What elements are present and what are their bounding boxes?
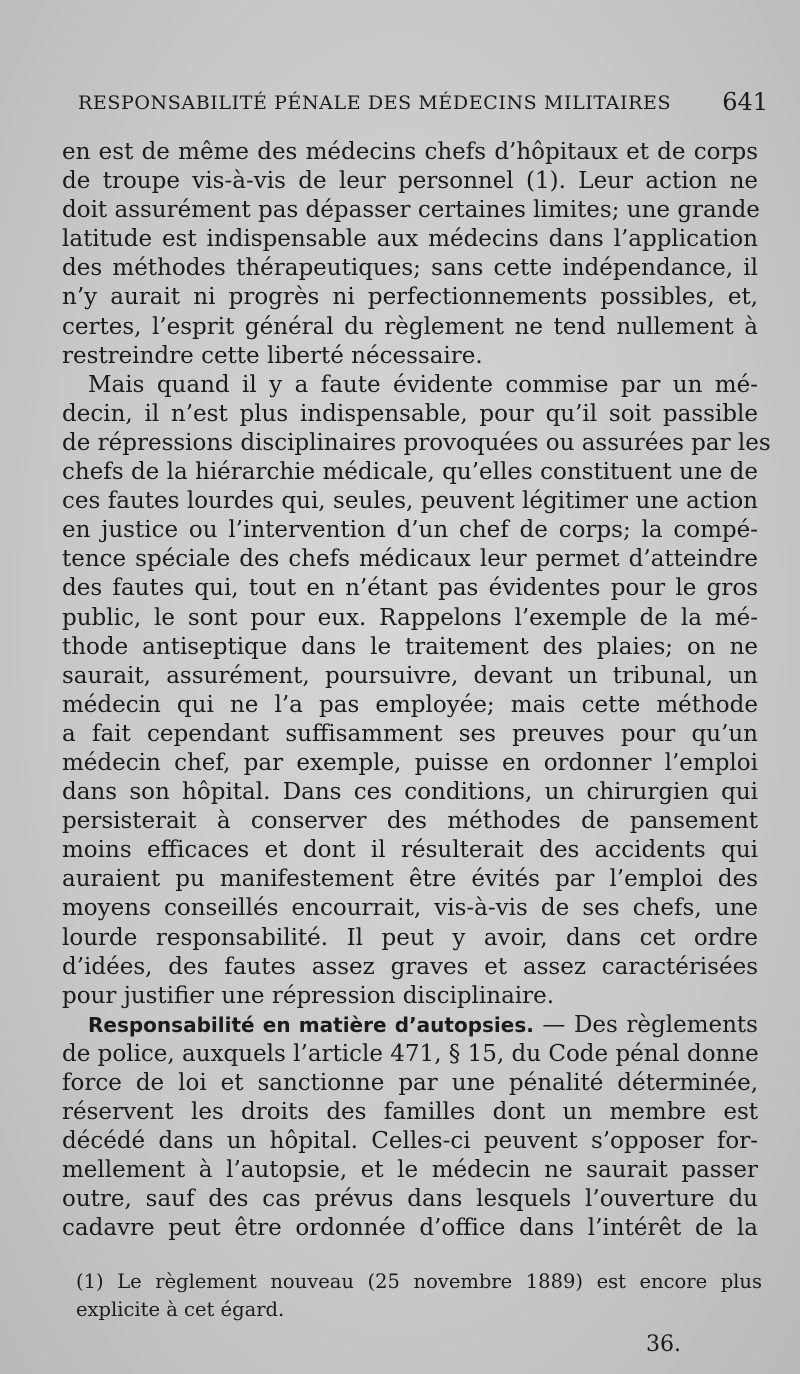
text-line: outre, sauf des cas prévus dans lesquels l’ouverture du [62, 1186, 758, 1213]
text-line: en justice ou l’intervention d’un chef de corps; la compé- [62, 517, 758, 544]
text-line: a fait cependant suffisamment ses preuves pour qu’un [62, 720, 758, 747]
text-line: mellement à l’autopsie, et le médecin ne saurait passer [62, 1157, 758, 1184]
text-line: réservent les droits des familles dont un membre est [62, 1099, 758, 1126]
running-title: RESPONSABILITÉ PÉNALE DES MÉDECINS MILITAIRES [78, 92, 672, 114]
text-line: thode antiseptique dans le traitement des plaies; on ne [62, 633, 758, 660]
text-line: force de loi et sanctionne par une pénalité déterminée, [62, 1070, 758, 1096]
text-line: des méthodes thérapeutiques; sans cette indépendance, il [62, 255, 758, 282]
text-line: cadavre peut être ordonnée d’office dans l’intérêt de la [62, 1215, 758, 1242]
text-line: d’idées, des fautes assez graves et assez caractérisées [62, 953, 758, 980]
text-line: decin, il n’est plus indispensable, pour qu’il soit passible [62, 400, 758, 427]
main-text [62, 138, 771, 1244]
section-first-line [62, 1011, 758, 1040]
text-line: Mais quand il y a faute évidente commise par un mé- [88, 371, 758, 398]
text-line: persisterait à conserver des méthodes de pansement [62, 808, 758, 835]
text-line: dans son hôpital. Dans ces conditions, un chirurgien qui [62, 779, 758, 806]
running-header [78, 88, 768, 126]
footnote-line: explicite à cet égard. [76, 1298, 285, 1321]
text-line: de police, auxquels l’article 471, § 15, du Code pénal donne [62, 1040, 759, 1067]
text-line: des fautes qui, tout en n’étant pas évidentes pour le gros [62, 575, 758, 602]
section-heading: Responsabilité en matière d’autopsies. [88, 1012, 534, 1037]
text-line: pour justifier une répression disciplinaire. [62, 982, 555, 1009]
text-line: n’y aurait ni progrès ni perfectionnements possibles, et, [62, 284, 758, 311]
text-line: public, le sont pour eux. Rappelons l’exemple de la mé- [62, 604, 758, 631]
text-line: décédé dans un hôpital. Celles-ci peuvent s’opposer for- [62, 1128, 758, 1155]
signature-mark: 36. [646, 1332, 681, 1357]
text-line: médecin qui ne l’a pas employée; mais cette méthode [62, 691, 758, 718]
footnote-line: (1) Le règlement nouveau (25 novembre 1889) est encore plus [76, 1270, 762, 1293]
text-line: latitude est indispensable aux médecins dans l’application [62, 226, 758, 253]
text-line: en est de même des médecins chefs d’hôpitaux et de corps [62, 139, 758, 165]
text-line: médecin chef, par exemple, puisse en ordonner l’emploi [62, 749, 758, 776]
text-line: de troupe vis-à-vis de leur personnel (1). Leur action ne [62, 168, 758, 195]
text-line: auraient pu manifestement être évités par l’emploi des [62, 866, 758, 893]
text-line: restreindre cette liberté nécessaire. [62, 342, 483, 369]
text-line: moyens conseillés encourrait, vis-à-vis de ses chefs, une [62, 895, 758, 922]
text-line: chefs de la hiérarchie médicale, qu’elles constituent une de [62, 459, 758, 486]
text-line: saurait, assurément, poursuivre, devant un tribunal, un [62, 662, 758, 689]
text-line: lourde responsabilité. Il peut y avoir, dans cet ordre [62, 924, 758, 951]
text-line: de répressions disciplinaires provoquées ou assurées par les [62, 429, 771, 456]
text-line: ces fautes lourdes qui, seules, peuvent légitimer une action [62, 488, 758, 515]
text-line: — Des règlements [533, 1011, 758, 1038]
text-line: tence spéciale des chefs médicaux leur permet d’atteindre [62, 546, 758, 573]
text-line: moins efficaces et dont il résulterait des accidents qui [62, 837, 758, 864]
text-line: certes, l’esprit général du règlement ne tend nullement à [62, 313, 758, 340]
page-number: 641 [722, 88, 768, 116]
footnote [76, 1268, 762, 1324]
text-line: doit assurément pas dépasser certaines limites; une grande [62, 197, 760, 224]
